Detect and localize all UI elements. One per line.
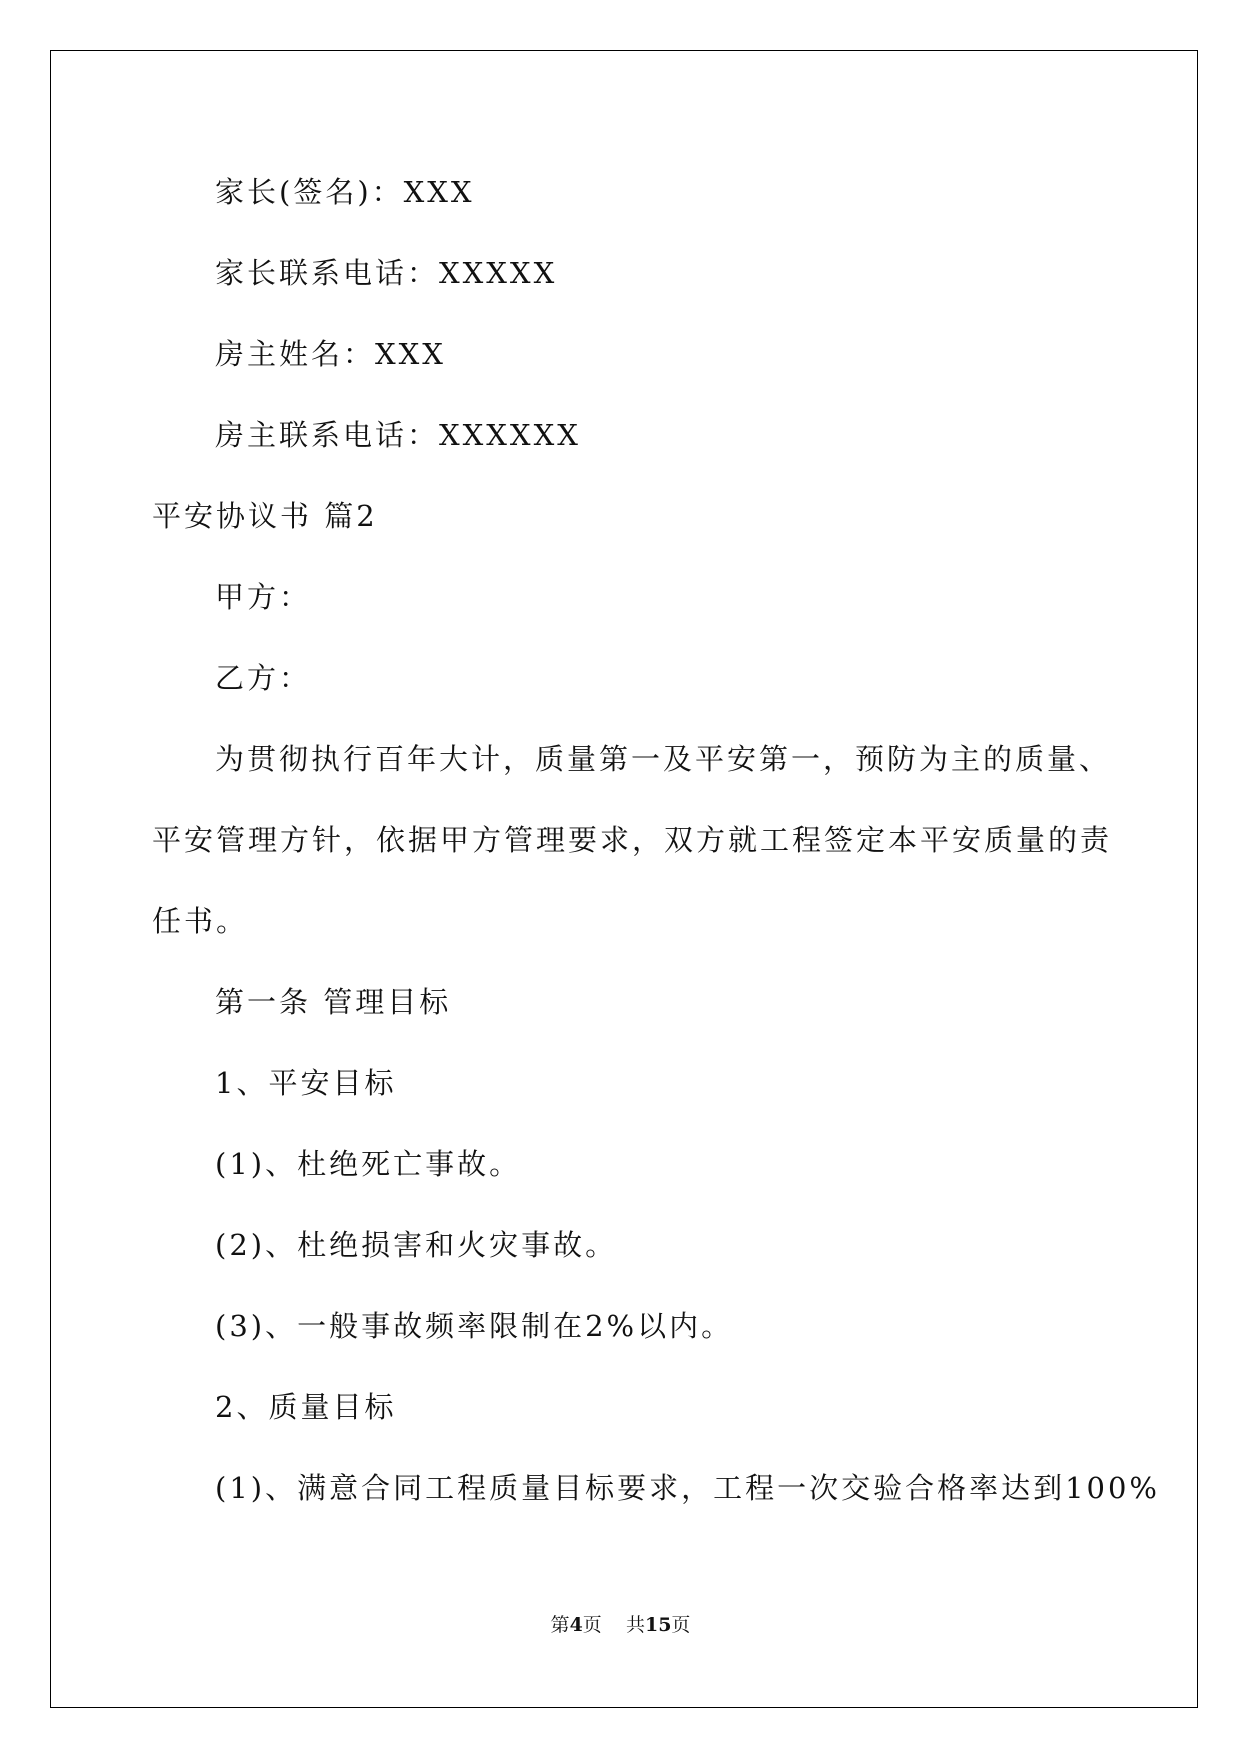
page-footer xyxy=(0,1610,1241,1637)
section-heading: 平安协议书 篇2 xyxy=(152,499,378,533)
article-heading: 第一条 管理目标 xyxy=(215,985,452,1019)
landlord-name-line: 房主姓名：XXX xyxy=(215,337,446,371)
parent-phone-line: 家长联系电话：XXXXX xyxy=(215,256,558,290)
footer-prefix: 第 xyxy=(550,1614,570,1636)
intro-paragraph-line-1: 为贯彻执行百年大计，质量第一及平安第一，预防为主的质量、 xyxy=(215,742,1112,776)
quality-goal-item-1: (1)、满意合同工程质量目标要求，工程一次交验合格率达到100% xyxy=(215,1471,1160,1505)
footer-mid: 页 共 xyxy=(582,1614,645,1636)
landlord-phone-line: 房主联系电话：XXXXXX xyxy=(215,418,581,452)
total-page-count: 15 xyxy=(644,1614,672,1636)
safety-goal-heading: 1、平安目标 xyxy=(215,1066,397,1100)
safety-goal-item-1: (1)、杜绝死亡事故。 xyxy=(215,1147,522,1181)
footer-suffix: 页 xyxy=(671,1614,691,1636)
safety-goal-item-3: (3)、一般事故频率限制在2%以内。 xyxy=(215,1309,734,1343)
page-border xyxy=(50,50,1198,1708)
quality-goal-heading: 2、质量目标 xyxy=(215,1390,397,1424)
parent-signature-line: 家长(签名)：XXX xyxy=(215,175,475,209)
current-page-number: 4 xyxy=(569,1614,583,1636)
party-a-line: 甲方： xyxy=(215,580,312,614)
intro-paragraph-line-2: 平安管理方针，依据甲方管理要求，双方就工程签定本平安质量的责 xyxy=(152,823,1113,857)
intro-paragraph-line-3: 任书。 xyxy=(152,904,249,938)
safety-goal-item-2: (2)、杜绝损害和火灾事故。 xyxy=(215,1228,618,1262)
party-b-line: 乙方： xyxy=(215,661,312,695)
